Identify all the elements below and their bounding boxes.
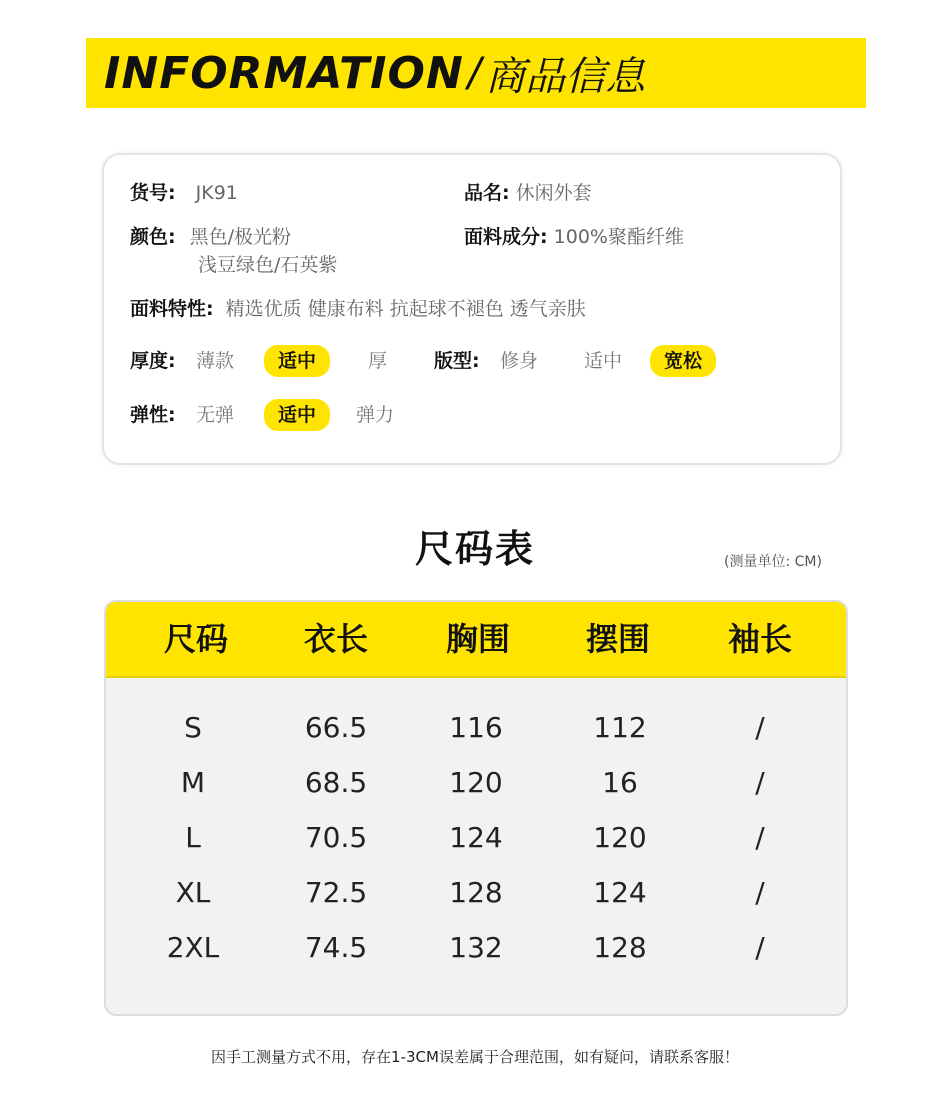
feature-value: 精选优质 健康布料 抗起球不褪色 透气亲肤 <box>225 298 586 320</box>
fit-option-regular: 适中 <box>584 350 623 372</box>
thickness-option-thick: 厚 <box>368 350 388 372</box>
elastic-label-wrap <box>130 401 176 429</box>
cell-chest: 116 <box>449 711 503 744</box>
cell-chest: 124 <box>449 821 503 854</box>
cell-size: XL <box>175 876 211 909</box>
size-table <box>104 600 848 1016</box>
header-size: 尺码 <box>163 620 228 658</box>
fit-option-loose-selected: 宽松 <box>650 345 716 377</box>
cell-size: S <box>184 711 202 744</box>
thickness-label-wrap <box>130 347 176 375</box>
cell-hem: 120 <box>593 821 647 854</box>
fabric-field <box>464 223 684 251</box>
cell-length: 70.5 <box>304 821 368 854</box>
cell-chest: 132 <box>449 931 503 964</box>
cell-size: L <box>185 821 201 854</box>
cell-sleeve: / <box>755 821 765 854</box>
item-no-label: 货号: <box>130 182 176 204</box>
color-value-line2: 浅豆绿色/石英紫 <box>198 254 338 276</box>
product-name-field <box>464 179 592 207</box>
item-no-value: JK91 <box>195 182 238 204</box>
fit-label: 版型: <box>434 350 480 372</box>
cell-length: 72.5 <box>304 876 368 909</box>
cell-length: 66.5 <box>304 711 368 744</box>
fit-option-slim: 修身 <box>500 350 539 372</box>
header-hem: 摆围 <box>585 620 650 658</box>
cell-length: 68.5 <box>304 766 368 799</box>
fit-label-wrap <box>434 347 480 375</box>
cell-sleeve: / <box>755 766 765 799</box>
color-label: 颜色: <box>130 226 176 248</box>
product-name-label: 品名: <box>464 182 510 204</box>
header-separator: / <box>467 50 482 96</box>
feature-field <box>130 295 586 323</box>
header-title-en: INFORMATION <box>104 47 464 99</box>
product-info-card <box>102 153 842 465</box>
cell-sleeve: / <box>755 876 765 909</box>
color-value-line1: 黑色/极光粉 <box>189 226 292 248</box>
item-no-field <box>130 179 238 207</box>
color-field <box>130 223 291 251</box>
thickness-option-thin: 薄款 <box>196 350 235 372</box>
elastic-label: 弹性: <box>130 404 176 426</box>
cell-hem: 128 <box>593 931 647 964</box>
size-chart-title: 尺码表 <box>414 527 535 571</box>
cell-size: 2XL <box>166 931 220 964</box>
cell-hem: 16 <box>602 766 638 799</box>
cell-size: M <box>180 766 206 799</box>
fabric-value: 100%聚酯纤维 <box>553 226 684 248</box>
cell-hem: 124 <box>593 876 647 909</box>
header-chest: 胸围 <box>445 620 510 658</box>
cell-length: 74.5 <box>304 931 368 964</box>
elastic-option-stretch: 弹力 <box>356 404 395 426</box>
thickness-option-medium-selected: 适中 <box>264 345 330 377</box>
elastic-option-none: 无弹 <box>196 404 235 426</box>
thickness-label: 厚度: <box>130 350 176 372</box>
cell-chest: 128 <box>449 876 503 909</box>
measurement-disclaimer: 因手工测量方式不用，存在1-3CM误差属于合理范围，如有疑问，请联系客服！ <box>211 1048 739 1066</box>
info-header-bar <box>86 38 866 108</box>
size-chart-unit-note: (测量单位: CM) <box>724 554 822 570</box>
elastic-option-medium-selected: 适中 <box>264 399 330 431</box>
feature-label: 面料特性: <box>130 298 214 320</box>
cell-chest: 120 <box>449 766 503 799</box>
product-name-value: 休闲外套 <box>515 182 592 204</box>
header-sleeve: 袖长 <box>727 620 792 658</box>
cell-sleeve: / <box>755 931 765 964</box>
cell-sleeve: / <box>755 711 765 744</box>
size-table-header-row <box>106 602 846 678</box>
cell-hem: 112 <box>593 711 647 744</box>
header-length: 衣长 <box>303 620 368 658</box>
fabric-label: 面料成分: <box>464 226 548 248</box>
header-title-cn: 商品信息 <box>485 53 646 100</box>
